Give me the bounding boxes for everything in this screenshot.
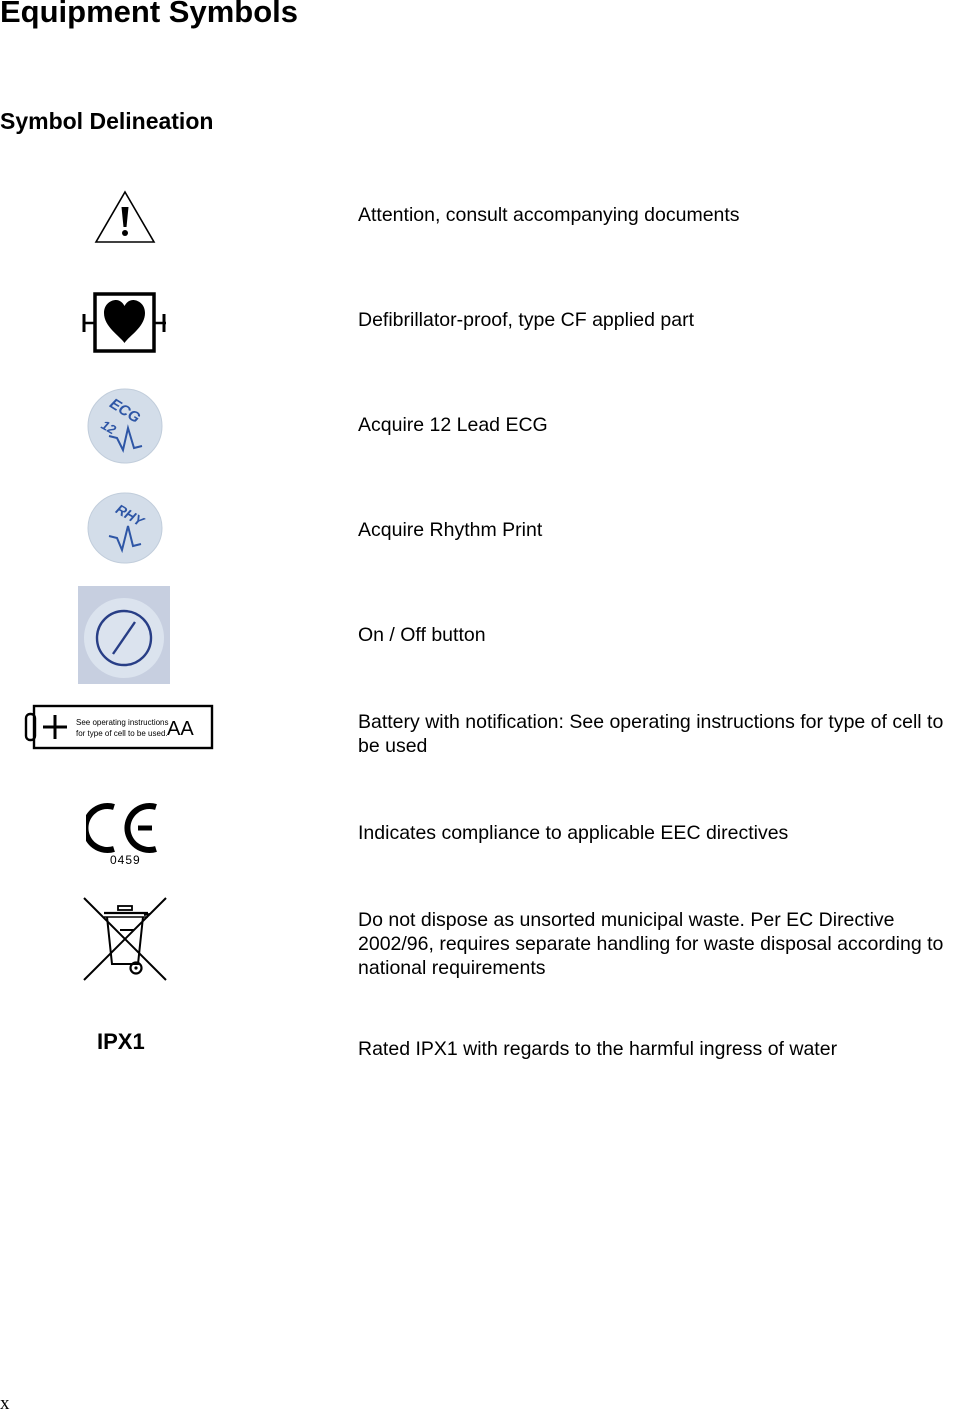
- svg-text:RHY: RHY: [113, 500, 147, 530]
- symbol-description: Battery with notification: See operating instructions for type of cell to be used: [358, 711, 944, 757]
- symbol-description: Indicates compliance to applicable EEC directives: [358, 822, 789, 844]
- ce-mark-icon: [86, 798, 166, 868]
- rhythm-print-button-icon: [87, 492, 163, 564]
- svg-text:ECG: ECG: [106, 395, 144, 427]
- battery-cell-type: AA: [167, 718, 194, 740]
- section-heading: Symbol Delineation: [0, 108, 214, 134]
- symbol-description: On / Off button: [358, 624, 486, 646]
- defibrillator-proof-heart-icon: [80, 291, 170, 355]
- crossed-out-bin-icon: [80, 894, 170, 984]
- power-button-icon: [78, 586, 170, 684]
- symbol-description: Rated IPX1 with regards to the harmful ingress of water: [358, 1038, 838, 1060]
- battery-icon: [23, 704, 215, 752]
- battery-label-line1: See operating instructions: [76, 718, 169, 727]
- svg-text:12: 12: [98, 417, 119, 438]
- ce-notified-body-number: 0459: [110, 853, 141, 867]
- page-title: Equipment Symbols: [0, 0, 298, 29]
- symbol-description: Do not dispose as unsorted municipal waste. Per EC Directive 2002/96, requires separate handling for waste disposal according to national requirements: [358, 909, 944, 979]
- symbol-description: Defibrillator-proof, type CF applied part: [358, 309, 694, 331]
- battery-label-line2: for type of cell to be used.: [76, 729, 168, 738]
- symbol-description: Acquire 12 Lead ECG: [358, 414, 548, 436]
- symbol-description: Acquire Rhythm Print: [358, 519, 543, 541]
- symbol-description: Attention, consult accompanying documents: [358, 204, 740, 226]
- warning-triangle-icon: [94, 190, 156, 244]
- page-number: x: [0, 1393, 10, 1414]
- ipx1-rating-icon: IPX1: [97, 1029, 145, 1054]
- ecg-12-lead-button-icon: [87, 388, 163, 464]
